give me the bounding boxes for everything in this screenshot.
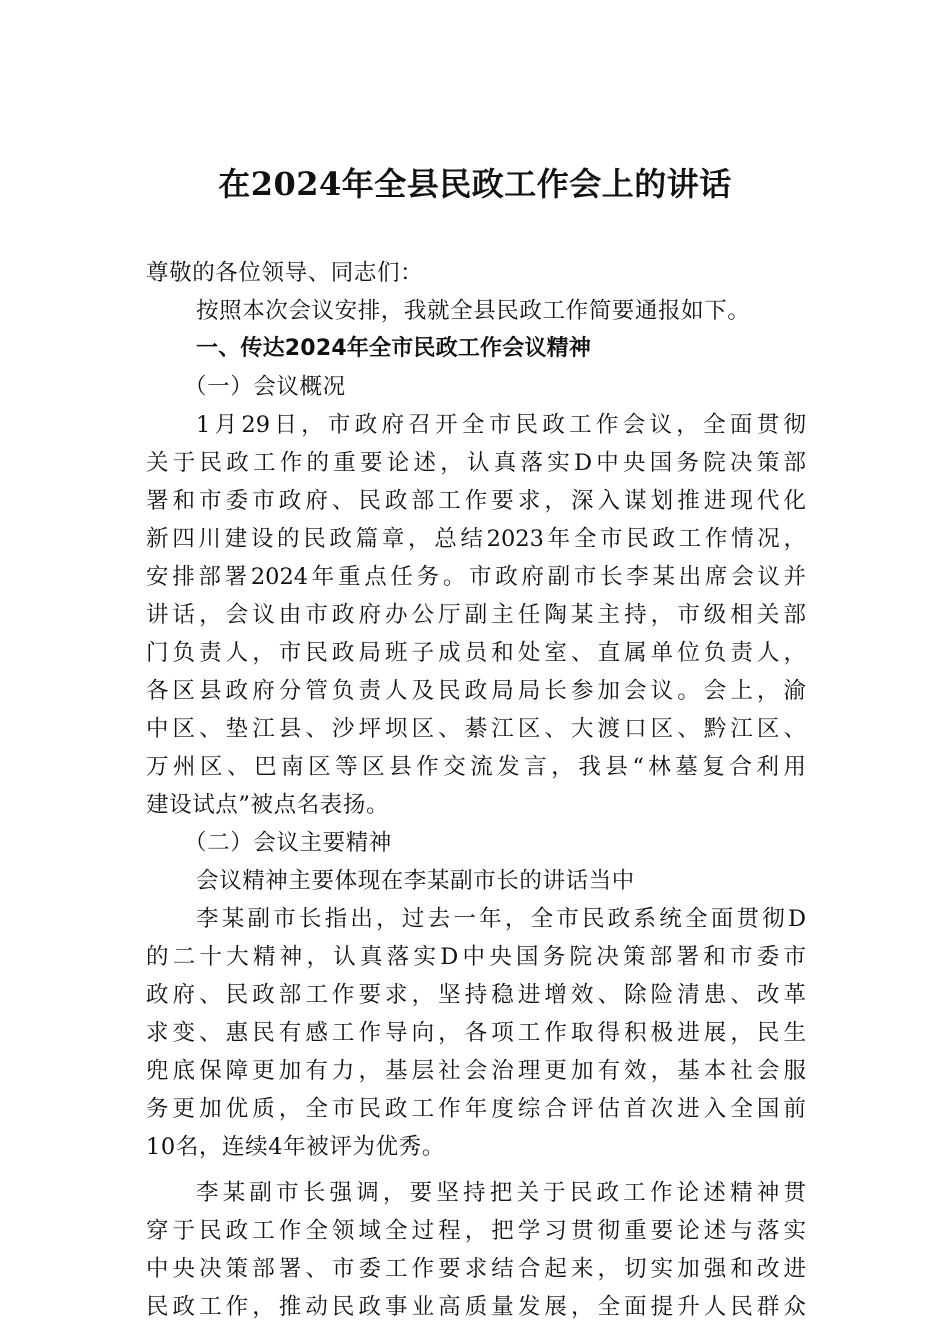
paragraph-line: 的二十大精神，认真落实D中央国务院决策部署和市委市 [146,944,806,970]
paragraph-line: 万州区、巴南区等区县作交流发言，我县“林墓复合利用 [146,754,806,780]
paragraph-line: 各区县政府分管负责人及民政局局长参加会议。会上，渝 [146,678,806,704]
paragraph-line: 1月29日，市政府召开全市民政工作会议，全面贯彻 [196,412,806,438]
paragraph-line: 穿于民政工作全领域全过程，把学习贯彻重要论述与落实 [146,1218,806,1244]
paragraph-line: 中区、垫江县、沙坪坝区、綦江区、大渡口区、黔江区、 [146,716,806,742]
paragraph-line: 关于民政工作的重要论述，认真落实D中央国务院决策部 [146,450,806,476]
document-title: 在2024年全县民政工作会上的讲话 [218,165,732,203]
paragraph-line: 兜底保障更加有力，基层社会治理更加有效，基本社会服 [146,1058,806,1084]
paragraph-line: 政府、民政部工作要求，坚持稳进增效、除险清患、改革 [146,982,806,1008]
subheading-1: （一）会议概况 [184,374,346,400]
paragraph-line: 安排部署2024年重点任务。市政府副市长李某出席会议并 [146,564,806,590]
paragraph-line: 建设试点”被点名表扬。 [146,792,390,818]
section-heading-1: 一、传达2024年全市民政工作会议精神 [196,336,592,361]
paragraph-line: 署和市委市政府、民政部工作要求，深入谋划推进现代化 [146,488,806,514]
paragraph-line: 10名，连续4年被评为优秀。 [146,1134,445,1160]
paragraph-line: 讲话，会议由市政府办公厅副主任陶某主持，市级相关部 [146,602,806,628]
paragraph-line: 务更加优质，全市民政工作年度综合评估首次进入全国前 [146,1096,806,1122]
subheading-2: （二）会议主要精神 [184,830,392,856]
greeting: 尊敬的各位领导、同志们： [146,260,424,286]
paragraph-line: 李某副市长强调，要坚持把关于民政工作论述精神贯 [196,1180,806,1206]
paragraph-line: 门负责人，市民政局班子成员和处室、直属单位负责人， [146,640,806,666]
paragraph-line: 民政工作，推动民政事业高质量发展，全面提升人民群众 [146,1294,806,1320]
paragraph-line: 会议精神主要体现在李某副市长的讲话当中 [196,868,635,894]
paragraph-line: 中央决策部署、市委工作要求结合起来，切实加强和改进 [146,1256,806,1282]
intro-paragraph: 按照本次会议安排，我就全县民政工作简要通报如下。 [196,298,751,324]
paragraph-line: 求变、惠民有感工作导向，各项工作取得积极进展，民生 [146,1020,806,1046]
paragraph-line: 新四川建设的民政篇章，总结2023年全市民政工作情况， [146,526,806,552]
paragraph-line: 李某副市长指出，过去一年，全市民政系统全面贯彻D [196,906,806,932]
